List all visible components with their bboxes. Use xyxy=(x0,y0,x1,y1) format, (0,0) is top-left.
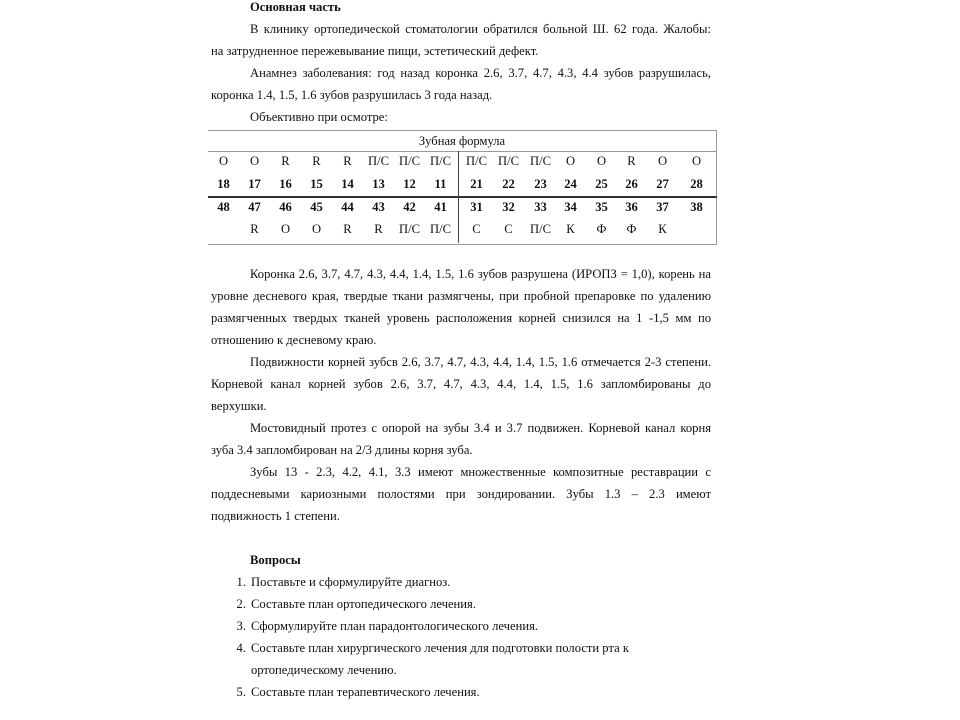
lower-status-32: С xyxy=(504,222,513,236)
finding-1-line-4: отношению к десневому краю. xyxy=(211,333,377,347)
dental-formula-title: Зубная формула xyxy=(418,134,506,148)
question-text: Поставьте и сформулируйте диагноз. xyxy=(251,575,451,589)
upper-status-17: О xyxy=(249,154,260,168)
lower-status-46: О xyxy=(280,222,291,236)
tooth-number-17: 17 xyxy=(248,177,261,191)
upper-status-16: R xyxy=(281,154,290,168)
tooth-number-21: 21 xyxy=(470,177,483,191)
question-number: 3. xyxy=(236,619,246,633)
lower-status-34: К xyxy=(566,222,575,236)
finding-4-line-2: поддесневыми кариозными полостями при зондировании. Зубы 1.3 – 2.3 имеют xyxy=(211,487,711,501)
upper-status-12: П/С xyxy=(399,154,420,168)
finding-3-line-1: Мостовидный протез с опорой на зубы 3.4 и 3.7 подвижен. Корневой канал корня xyxy=(250,421,711,435)
lower-status-42: П/С xyxy=(399,222,420,236)
upper-status-14: R xyxy=(343,154,352,168)
finding-3-line-2: зуба 3.4 запломбирован на 2/3 длины корня зуба. xyxy=(211,443,473,457)
tooth-number-32: 32 xyxy=(502,200,515,214)
questions-heading: Вопросы xyxy=(250,553,301,567)
lower-status-44: R xyxy=(343,222,352,236)
lower-status-47: R xyxy=(250,222,259,236)
upper-status-24: О xyxy=(565,154,576,168)
question-number: 1. xyxy=(236,575,246,589)
lower-status-43: R xyxy=(374,222,383,236)
lower-status-45: О xyxy=(311,222,322,236)
finding-2-line-2: Корневой канал корней зубов 2.6, 3.7, 4.7, 4.3, 4.4, 1.4, 1.5, 1.6 запломбированы до xyxy=(211,377,711,391)
finding-1-line-1: Коронка 2.6, 3.7, 4.7, 4.3, 4.4, 1.4, 1.5, 1.6 зубов разрушена (ИРОПЗ = 1,0), корень на xyxy=(250,267,711,281)
question-text: Составьте план терапевтического лечения. xyxy=(251,685,480,699)
upper-status-26: R xyxy=(627,154,636,168)
lower-status-36: Ф xyxy=(626,222,637,236)
tooth-number-15: 15 xyxy=(310,177,323,191)
finding-4-line-1: Зубы 13 - 2.3, 4.2, 4.1, 3.3 имеют множественные композитные реставрации с xyxy=(250,465,711,479)
tooth-number-45: 45 xyxy=(310,200,323,214)
tooth-number-41: 41 xyxy=(434,200,447,214)
question-number: 2. xyxy=(236,597,246,611)
question-text: Составьте план ортопедического лечения. xyxy=(251,597,476,611)
finding-1-line-2: уровне десневого края, твердые ткани размягчены, при пробной препаровке по удалению xyxy=(211,289,711,303)
tooth-number-34: 34 xyxy=(564,200,577,214)
tooth-number-44: 44 xyxy=(341,200,354,214)
tooth-number-22: 22 xyxy=(502,177,515,191)
upper-status-18: О xyxy=(218,154,229,168)
tooth-number-12: 12 xyxy=(403,177,416,191)
upper-status-25: О xyxy=(596,154,607,168)
upper-number-row xyxy=(208,176,716,194)
tooth-number-14: 14 xyxy=(341,177,354,191)
jaw-divider xyxy=(208,196,717,198)
complaint-line-1: В клинику ортопедической стоматологии обратился больной Ш. 62 года. Жалобы: xyxy=(250,22,711,36)
finding-2-line-1: Подвижности корней зубсв 2.6, 3.7, 4.7, 4.3, 4.4, 1.4, 1.5, 1.6 отмечается 2-3 степени. xyxy=(250,355,711,369)
lower-number-row xyxy=(208,199,716,217)
table-divider-top xyxy=(208,151,717,152)
finding-2-line-3: верхушки. xyxy=(211,399,267,413)
tooth-number-36: 36 xyxy=(625,200,638,214)
question-text: Составьте план хирургического лечения для подготовки полости рта к xyxy=(251,641,629,655)
tooth-number-25: 25 xyxy=(595,177,608,191)
tooth-number-23: 23 xyxy=(534,177,547,191)
tooth-number-18: 18 xyxy=(217,177,230,191)
tooth-number-42: 42 xyxy=(403,200,416,214)
tooth-number-31: 31 xyxy=(470,200,483,214)
finding-4-line-3: подвижность 1 степени. xyxy=(211,509,340,523)
anamnesis-line-1: Анамнез заболевания: год назад коронка 2.6, 3.7, 4.7, 4.3, 4.4 зубов разрушилась, xyxy=(250,66,711,80)
examination-label: Объективно при осмотре: xyxy=(250,110,388,124)
upper-status-21: П/С xyxy=(466,154,487,168)
tooth-number-46: 46 xyxy=(279,200,292,214)
tooth-number-26: 26 xyxy=(625,177,638,191)
lower-status-33: П/С xyxy=(530,222,551,236)
lower-status-31: С xyxy=(472,222,481,236)
tooth-number-38: 38 xyxy=(690,200,703,214)
lower-status-37: К xyxy=(658,222,667,236)
upper-status-28: О xyxy=(691,154,702,168)
lower-status-41: П/С xyxy=(430,222,451,236)
upper-status-22: П/С xyxy=(498,154,519,168)
complaint-line-2: на затрудненное пережевывание пищи, эстетический дефект. xyxy=(211,44,539,58)
tooth-number-13: 13 xyxy=(372,177,385,191)
tooth-number-47: 47 xyxy=(248,200,261,214)
question-number: 5. xyxy=(236,685,246,699)
tooth-number-37: 37 xyxy=(656,200,669,214)
lower-status-row xyxy=(208,221,716,239)
tooth-number-27: 27 xyxy=(656,177,669,191)
question-text-continuation: ортопедическому лечению. xyxy=(251,663,397,677)
lower-status-35: Ф xyxy=(596,222,607,236)
tooth-number-16: 16 xyxy=(279,177,292,191)
tooth-number-11: 11 xyxy=(434,177,447,191)
upper-status-13: П/С xyxy=(368,154,389,168)
upper-status-15: R xyxy=(312,154,321,168)
upper-status-23: П/С xyxy=(530,154,551,168)
question-text: Сформулируйте план парадонтологического лечения. xyxy=(251,619,539,633)
anamnesis-line-2: коронка 1.4, 1.5, 1.6 зубов разрушилась 3 года назад. xyxy=(211,88,493,102)
upper-status-11: П/С xyxy=(430,154,451,168)
tooth-number-33: 33 xyxy=(534,200,547,214)
tooth-number-24: 24 xyxy=(564,177,577,191)
question-number: 4. xyxy=(236,641,246,655)
section-heading: Основная часть xyxy=(250,0,341,14)
tooth-number-43: 43 xyxy=(372,200,385,214)
tooth-number-35: 35 xyxy=(595,200,608,214)
upper-status-row xyxy=(208,153,716,171)
tooth-number-28: 28 xyxy=(690,177,703,191)
finding-1-line-3: размягченных твердых тканей уровень расположения корней снизился на 1 -1,5 мм по xyxy=(211,311,711,325)
tooth-number-48: 48 xyxy=(217,200,230,214)
upper-status-27: О xyxy=(657,154,668,168)
